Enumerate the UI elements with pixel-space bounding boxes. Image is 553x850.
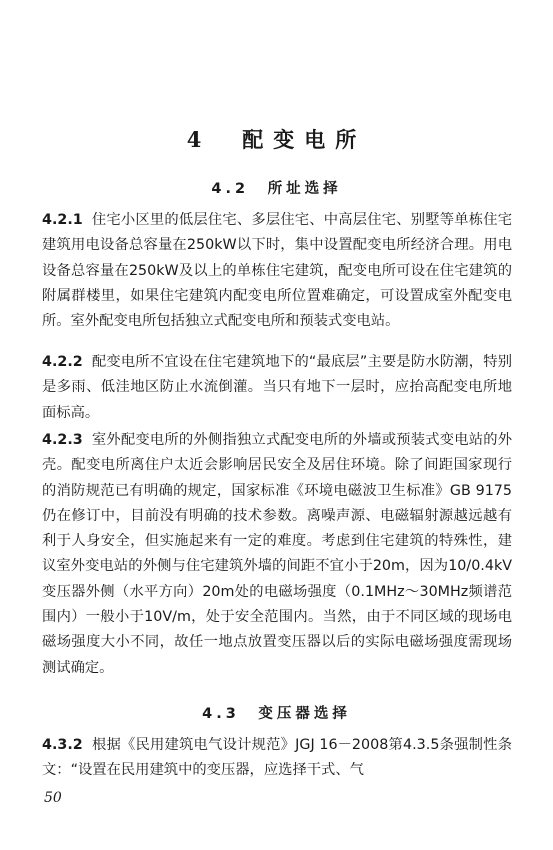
clause-number: 4.2.3 (42, 432, 83, 448)
clause-number: 4.2.1 (42, 212, 83, 228)
section-title-4-2: 4.2 所址选择 (211, 181, 342, 197)
clause-4-3-2 (42, 733, 512, 784)
clause-text: 室外配变电所的外侧指独立式配变电所的外墙或预装式变电站的外壳。配变电所离住户太近会影响居民安全及居住环境。除了间距国家现行的消防规范已有明确的规定，国家标准《环境电磁波卫生标准》GB 9175仍在修订中，目前没有明确的技术参数。离噪声源、电磁辐射源越远越有利于人身安全，但实施起来有一定的难度。考虑到住宅建筑的特殊性，建议室外变电站的外侧与住宅建筑外墙的间距不宜小于20m，因为10/0.4kV变压器外侧（水平方向）20m处的电磁场强度（0.1MHz～30MHz频谱范围内）一般小于10V/m，处于安全范围内。当然，由于不同区域的现场电磁场强度大小不同，故任一地点放置变压器以后的实际电磁场强度需现场测试确定。 (42, 432, 512, 676)
section-title-4-3: 4.3 变压器选择 (202, 706, 351, 722)
clause-number: 4.3.2 (42, 737, 83, 753)
clause-text: 配变电所不宜设在住宅建筑地下的“最底层”主要是防水防潮，特别是多雨、低洼地区防止水流倒灌。当只有地下一层时，应抬高配变电所地面标高。 (42, 354, 512, 421)
clause-text: 住宅小区里的低层住宅、多层住宅、中高层住宅、别墅等单栋住宅建筑用电设备总容量在250kW以下时，集中设置配变电所经济合理。用电设备总容量在250kW及以上的单栋住宅建筑，配变电所可设在住宅建筑的附属群楼里，如果住宅建筑内配变电所位置难确定，可设置成室外配变电所。室外配变电所包括独立式配变电所和预装式变电站。 (42, 212, 512, 330)
clause-4-2-2 (42, 350, 512, 426)
clause-4-2-1 (42, 208, 512, 334)
clause-4-2-3 (42, 428, 512, 681)
page-number: 50 (44, 790, 62, 806)
chapter-title: 4 配变电所 (186, 127, 367, 152)
clause-text: 根据《民用建筑电气设计规范》JGJ 16－2008第4.3.5条强制性条文：“设置在民用建筑中的变压器，应选择干式、气 (42, 737, 512, 779)
clause-number: 4.2.2 (42, 354, 83, 370)
